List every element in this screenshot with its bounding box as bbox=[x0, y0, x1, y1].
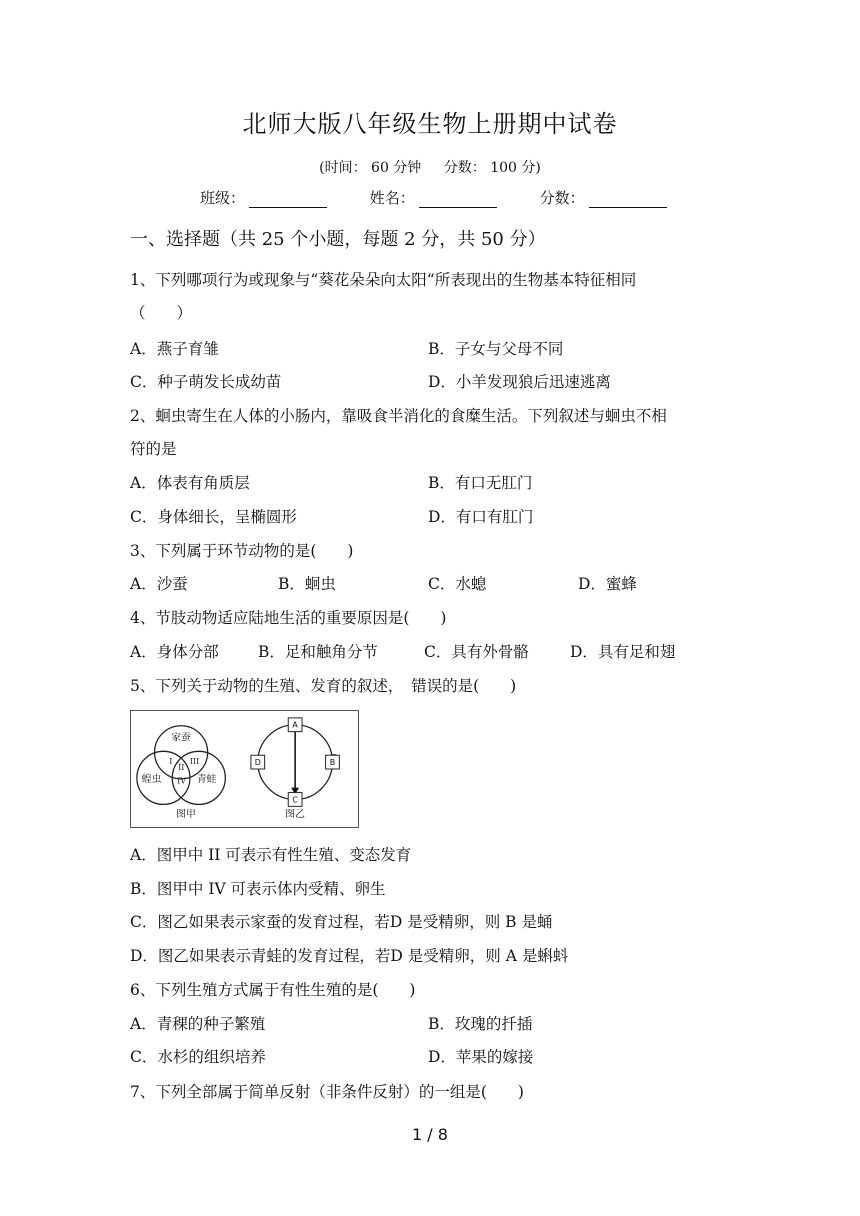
q2-option-a: A．体表有角质层 bbox=[130, 474, 250, 492]
score-blank[interactable] bbox=[589, 190, 667, 208]
venn-label-jiacan: 家蚕 bbox=[171, 732, 191, 744]
node-a: A bbox=[292, 720, 298, 730]
q4-option-b: B．足和触角分节 bbox=[258, 643, 378, 661]
q4-option-a: A．身体分部 bbox=[130, 643, 219, 661]
q4-option-c: C．具有外骨骼 bbox=[424, 643, 529, 661]
page-title: 北师大版八年级生物上册期中试卷 bbox=[242, 110, 618, 138]
q1-option-c: C．种子萌发长成幼苗 bbox=[130, 373, 282, 391]
venn-label-huangchong: 蝗虫 bbox=[141, 773, 162, 785]
q3-option-c: C．水螅 bbox=[428, 575, 487, 593]
q1-stem-cont: （ ） bbox=[130, 304, 193, 322]
q2-option-d: D．有口有肛门 bbox=[428, 508, 534, 526]
section-heading: 一、选择题（共 25 个小题，每题 2 分，共 50 分） bbox=[130, 229, 546, 250]
q6-option-b: B．玫瑰的扦插 bbox=[428, 1015, 533, 1033]
class-field bbox=[200, 187, 327, 208]
caption-yi: 图乙 bbox=[285, 809, 305, 821]
q3-option-a: A．沙蚕 bbox=[130, 575, 188, 593]
q5-option-a: A．图甲中 II 可表示有性生殖、变态发育 bbox=[130, 846, 412, 864]
name-field bbox=[370, 187, 497, 208]
q5-option-b: B．图甲中 IV 可表示体内受精、卵生 bbox=[130, 880, 386, 898]
q2-option-b: B．有口无肛门 bbox=[428, 474, 533, 492]
score-field bbox=[540, 187, 667, 208]
q6-option-d: D．苹果的嫁接 bbox=[428, 1048, 534, 1066]
venn-region-1: I bbox=[169, 757, 173, 767]
name-blank[interactable] bbox=[419, 190, 497, 208]
q1-option-a: A．燕子育雏 bbox=[130, 340, 219, 358]
q7-stem: 7、下列全部属于简单反射（非条件反射）的一组是( ) bbox=[130, 1083, 524, 1101]
score-label: 分数： bbox=[539, 189, 585, 207]
q2-stem-cont: 符的是 bbox=[130, 440, 177, 458]
q3-option-d: D．蜜蜂 bbox=[578, 575, 637, 593]
exam-info bbox=[0, 157, 860, 177]
venn-region-4: IV bbox=[177, 776, 186, 786]
student-fields bbox=[200, 187, 705, 208]
venn-region-2: II bbox=[178, 762, 185, 772]
q2-option-c: C．身体细长，呈椭圆形 bbox=[130, 508, 297, 526]
node-c: C bbox=[292, 795, 298, 805]
q5-diagram bbox=[131, 711, 358, 827]
q4-option-d: D．具有足和翅 bbox=[570, 643, 676, 661]
q6-option-c: C．水杉的组织培养 bbox=[130, 1048, 266, 1066]
class-label: 班级： bbox=[200, 189, 246, 207]
q6-stem: 6、下列生殖方式属于有性生殖的是( ) bbox=[130, 981, 416, 999]
q3-option-b: B．蛔虫 bbox=[278, 575, 336, 593]
q1-stem: 1、下列哪项行为或现象与“葵花朵朵向太阳“所表现出的生物基本特征相同 bbox=[130, 271, 637, 289]
venn-region-3: III bbox=[189, 757, 200, 767]
q1-option-b: B．子女与父母不同 bbox=[428, 340, 564, 358]
score-info: 分数： 100 分) bbox=[443, 160, 541, 176]
q3-stem: 3、下列属于环节动物的是( ) bbox=[130, 542, 354, 560]
venn-label-qingwa: 青蛙 bbox=[196, 773, 217, 785]
class-blank[interactable] bbox=[249, 190, 327, 208]
q1-option-d: D．小羊发现狼后迅速逃离 bbox=[428, 373, 611, 391]
time-info: (时间： 60 分钟 bbox=[319, 160, 422, 176]
q2-stem: 2、蛔虫寄生在人体的小肠内，靠吸食半消化的食糜生活。下列叙述与蛔虫不相 bbox=[130, 407, 667, 425]
node-b: B bbox=[329, 758, 336, 768]
q4-stem: 4、节肢动物适应陆地生活的重要原因是( ) bbox=[130, 609, 447, 627]
page-number: 1 / 8 bbox=[412, 1125, 448, 1144]
q5-option-c: C．图乙如果表示家蚕的发育过程，若D 是受精卵，则 B 是蛹 bbox=[130, 913, 553, 931]
node-d: D bbox=[254, 758, 261, 768]
name-label: 姓名： bbox=[369, 189, 415, 207]
q5-figure bbox=[130, 710, 359, 828]
q6-option-a: A．青稞的种子繁殖 bbox=[130, 1015, 266, 1033]
q5-stem: 5、下列关于动物的生殖、发育的叙述， 错误的是( ) bbox=[130, 677, 517, 695]
q5-option-d: D．图乙如果表示青蛙的发育过程，若D 是受精卵，则 A 是蝌蚪 bbox=[130, 947, 569, 965]
caption-jia: 图甲 bbox=[176, 809, 196, 821]
